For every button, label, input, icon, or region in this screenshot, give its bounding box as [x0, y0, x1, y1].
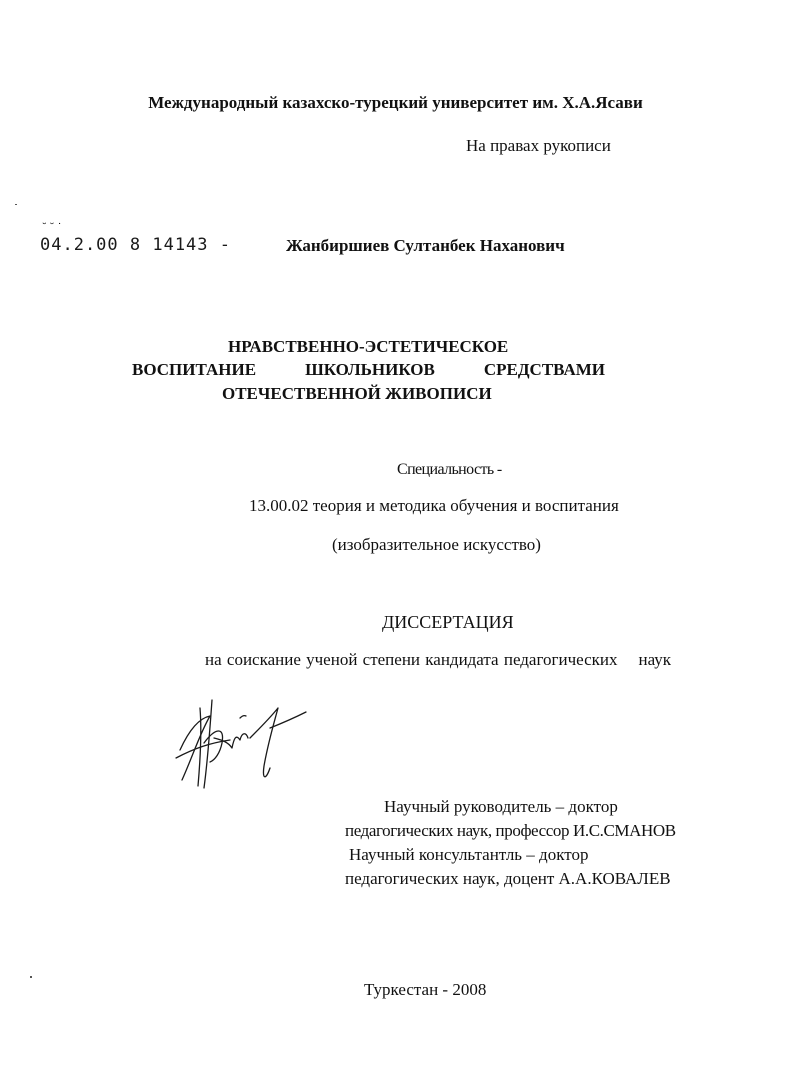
title-word: ВОСПИТАНИЕ [132, 360, 257, 379]
consultant-title: Научный консультантль – доктор [349, 845, 589, 864]
scan-speck [15, 204, 17, 205]
supervisor-title: Научный руководитель – доктор [384, 797, 618, 816]
handwritten-signature [170, 688, 330, 798]
title-line-2 [132, 360, 605, 380]
document-type: ДИССЕРТАЦИЯ [382, 612, 514, 632]
specialty-code: 13.00.02 теория и методика обучения и воспитания [249, 496, 619, 515]
specialty-subfield: (изобразительное искусство) [332, 535, 541, 554]
author-name: Жанбиршиев Султанбек Наханович [286, 236, 565, 255]
degree-statement: на соискание ученой степени кандидата педагогических наук [205, 650, 672, 669]
supervisor-name: педагогических наук, профессор И.С.СМАНОВ [345, 821, 676, 840]
title-word: ШКОЛЬНИКОВ [305, 360, 435, 379]
library-stamp-number: 04.2.00 8 14143 - [40, 235, 231, 255]
consultant-name: педагогических наук, доцент А.А.КОВАЛЕВ [345, 869, 671, 888]
manuscript-note: На правах рукописи [466, 136, 611, 155]
specialty-label: Специальность - [397, 461, 502, 478]
title-word: СРЕДСТВАМИ [483, 360, 605, 379]
university-name: Международный казахско-турецкий университет им. Х.А.Ясави [148, 93, 643, 112]
title-line-1: НРАВСТВЕННО-ЭСТЕТИЧЕСКОЕ [228, 337, 509, 356]
scan-speck [30, 976, 32, 978]
title-line-3: ОТЕЧЕСТВЕННОЙ ЖИВОПИСИ [222, 384, 492, 403]
stamp-marks: ˘˘˙ [41, 221, 64, 234]
city-year: Туркестан - 2008 [364, 980, 487, 999]
